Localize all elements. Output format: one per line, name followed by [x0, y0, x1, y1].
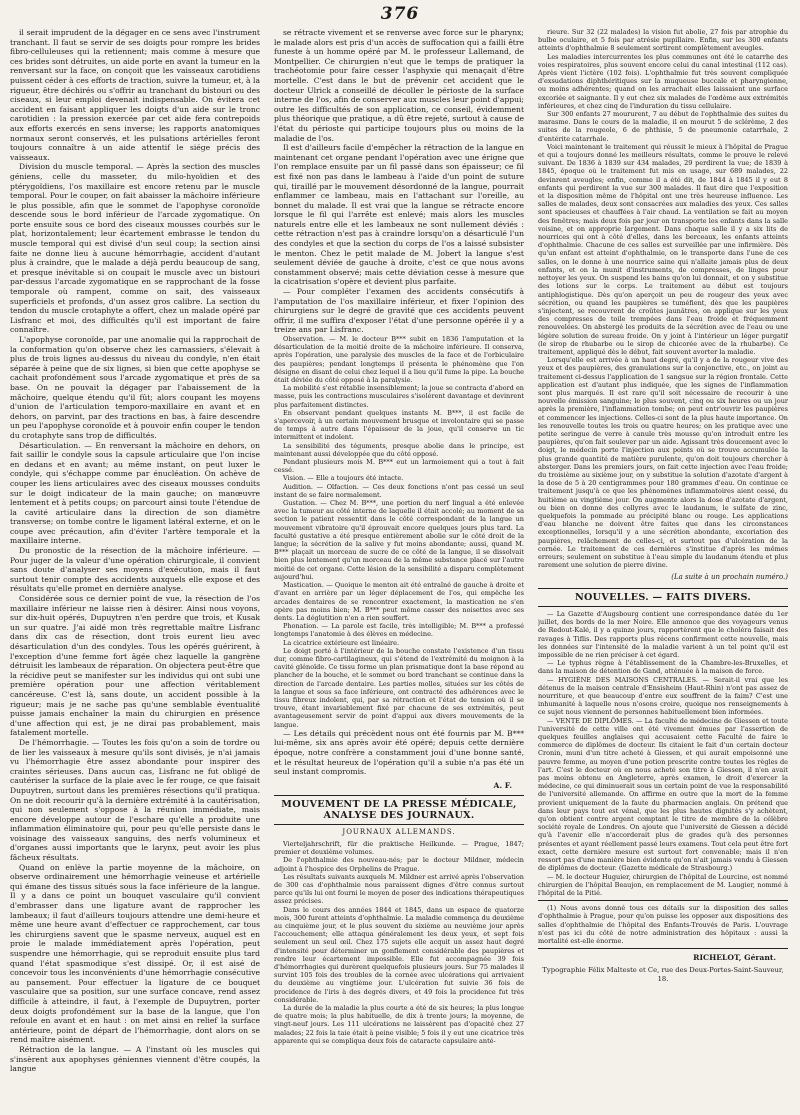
paragraph: Quand on enlève la partie moyenne de la mâchoire, on observe ordinairement une hémorrhagie veineuse et artérielle qui émane des tissus situés sous la face inférieure de la langue. Il y a dans ce point un bouquet vasculaire qu'il convient d'embrasser dans une ligature avant de rapprocher les lambeaux; il faut d'ailleurs toujours attendre une demi-heure et même une heure avant d'effectuer ce rapprochement, car tous les chirurgiens savent que le spasme nerveux, auquel est en proie le malade immédiatement après l'opération, peut suspendre une hémorrhagie, qui se reproduit ensuite plus tard quand l'état spasmodique s'est dissipé. Or, il est aisé de concevoir tous les inconvénients d'une hémorrhagie consécutive au pansement. Pour effectuer la ligature de ce bouquet vasculaire que sa position, sur une surface concave, rend assez difficile à atteindre, il faut, à l'exemple de Dupuytren, porter deux doigts profondément sur la base de la langue, que l'on refoule en avant et en haut : on met ainsi en relief la surface antérieure, point de départ de l'hémorrhagie, dont alors on se rend maître aisément.	[10, 862, 260, 1045]
observation-paragraph: Gustation. — Chez M. B***, une portion du nerf lingual a été enlevée avec la tumeur au côté interne de laquelle il était accolé; au moment de sa section le patient ressentit dans le côté correspondant de la langue un mouvement vibratoire qu'il éprouvait encore quelques jours plus tard. La faculté gustative a été presque entièrement abolie sur le côté droit de la langue; la sécrétion de la salive y fut moins abondante; aussi, quand M. B*** plaçait un morceau de sucre de ce côté de la langue, il se dissolvait bien plus lentement qu'un morceau de la même substance placé sur l'autre moitié de cet organe. Cette lésion de la sensibilité a disparu complètement aujourd'hui.	[274, 499, 524, 581]
observation-paragraph: Mastication. — Quoique le menton ait été entraîné de gauche à droite et d'avant en arrière par un léger déplacement de l'os, qui empêche les arcades dentaires de se rencontrer exactement, la mastication ne s'en opère pas moins bien; M. B*** peut même casser des noisettes avec ses dents. La déglutition n'en a rien souffert.	[274, 581, 524, 622]
footnote-divider	[538, 900, 788, 901]
paragraph: Sur 300 enfants 27 moururent, 7 au début de l'ophthalmie des suites du marasme. Dans le cours de la maladie, il en mourut 5 de sclérème, 2 des suites de la rougeole, 6 de phthisie, 5 de pneumonie catarrhale, 2 d'entérite catarrhale.	[538, 110, 788, 143]
section-divider	[274, 824, 524, 825]
news-item: — VENTE DE DIPLÔMES. — La faculté de médecine de Giessen et toute l'université de cette ville ont été vivement émues par l'assertion de quelques feuilles anglaises qui accusaient cette Faculté de faire le commerce de diplômes de docteur. Ils citaient le fait d'un certain docteur Cronin, muni d'un titre acheté à Giessen, et qui aurait empoisonné une pauvre femme, au moyen d'une potion prescrite contre toutes les règles de l'art. C'est le docteur où en nous acheté son titre à Giessen, il n'en avait pas moins obtenu en Angleterre, après examen, le droit d'exercer la médecine, ce qui diminuerait sous un certain point de vue la responsabilité de l'université allemande. On affirme en outre que la mort de la femme provient uniquement de la faute du pharmacien anglais. On prétend que dans leur pays tout est vénal, que les plus hautes dignités s'y achètent, qu'on obtient contre argent comptant le titre de membre de la célèbre société royale de Londres. On ajoute que l'université de Giessen a décidé qu'à l'avenir elle n'accorderait plus de grades qu'à des personnes présentes et ayant réellement passé leurs examens. Tout cela peut être fort exact, cette dernière mesure est surtout fort convenable; mais il n'en ressort pas d'une manière bien évidente qu'on n'ait jamais vendu à Giessen de diplômes de docteur. (Gazette médicale de Strasbourg.)	[538, 716, 788, 873]
paragraph: Division du muscle temporal. — Après la section des muscles géniens, celle du masseter, du milo-hyoïdien et des ptérygoïdiens, l'os maxillaire est encore retenu par le muscle temporal. Pour le couper, on fait abaisser la mâchoire inférieure le plus possible, afin que le sommet de l'apophyse coronoïde descende sous le bord inférieur de l'arcade zygomatique. On porte ensuite sous ce bord des ciseaux mousses courbés sur le plat, horizontalement; leur écartement embrasse le tendon du muscle temporal qui est divisé d'un seul coup; la section ainsi faite ne donne lieu à aucune hémorrhagie, accident d'autant plus à craindre, que le malade a déjà perdu beaucoup de sang, et presque inévitable si on coupait le muscle avec un bistouri par-dessus l'arcade zygomatique en se rapprochant de la fosse temporale où rampent, comme on sait, des vaisseaux superficiels et profonds, d'un assez gros calibre. La section du tendon du muscle crotaphyte a offert, chez un malade opéré par Lisfranc et moi, des difficultés qu'il est important de faire connaître.	[10, 162, 260, 335]
paragraph: Les résultats suivants auxquels M. Mildner est arrivé après l'observation de 300 cas d'ophthalmie nous paraissent dignes d'être connus surtout parce qu'ils lui ont fourni le moyen de poser des indications thérapeutiques assez précises.	[274, 872, 524, 906]
section-heading: NOUVELLES. — FAITS DIVERS.	[574, 592, 752, 603]
paragraph: — Pour compléter l'examen des accidents consécutifs à l'amputation de l'os maxillaire inférieur, et fixer l'opinion des chirurgiens sur le degré de gravité que ces accidents peuvent offrir, il me suffira d'exposer l'état d'une personne opérée il y a treize ans par Lisfranc.	[274, 287, 524, 335]
paragraph: Considérée sous ce dernier point de vue, la résection de l'os maxillaire inférieur ne laisse rien à désirer. Ainsi nous voyons, sur dix-huit opérés, Dupuytren n'en perdre que trois, et Kusak un sur quatre. J'ai aidé mon très regrettable maître Lisfranc dans dix cas de résection, dont trois eurent lieu avec désarticulation d'un des condyles. Tous les opérés guérirent, à l'exception d'une femme fort âgée chez laquelle la gangrène détruisit les lambeaux de réparation. On objectera peut-être que la récidive peut se manifester sur les individus qui ont subi une première opération pour une affection véritablement cancéreuse. C'est là, sans doute, un accident possible à la rigueur; mais je ne sache pas qu'une semblable éventualité puisse jamais enchaîner la main du chirurgien en présence d'une affection qui est, je ne dirai pas probablement, mais fatalement mortelle.	[10, 594, 260, 738]
paragraph: se rétracte vivement et se renverse avec force sur le pharynx; le malade alors est pris d'un accès de suffocation qui a failli être funeste à un homme opéré par M. le professeur Lallemand, de Montpellier. Ce chirurgien n'eut que le temps de pratiquer la trachéotomie pour faire cesser l'asphyxie qui menaçait d'être mortelle. C'est dans le but de prévenir cet accident que le docteur Ulrick a conseillé de décoller le périoste de la surface interne de l'os, afin de conserver aux muscles leur point d'appui; outre les difficultés de son application, ce conseil, évidemment plus théorique que pratique, a dû être rejeté, surtout à cause de l'état du périoste qui participe toujours plus ou moins de la maladie de l'os.	[274, 28, 524, 143]
column-left	[10, 28, 260, 1110]
paragraph: il serait imprudent de la dégager en ce sens avec l'instrument tranchant. Il faut se servir de ses doigts pour rompre les brides fibro-celluleuses qui la retiennent; mais comme à mesure que ces brides sont détruites, un aide porte en avant la tumeur en la renversant sur la face, on conçoit que les vaisseaux carotidiens puissent céder à ces efforts de traction, suivre la tumeur, et, à la rigueur, être déchirés ou s'offrir au tranchant du bistouri ou des ciseaux, si leur emploi devenait indispensable. On évitera cet accident en faisant appliquer les doigts d'un aide sur le tronc carotidien : la pression exercée par cet aide fera contrepoids aux efforts exercés en sens inverse; les rapports anatomiques normaux seront conservés, et les pulsations artérielles feront toujours connaître à un aide attentif le siége précis des vaisseaux.	[10, 28, 260, 162]
news-item: — Le typhus règne à l'établissement de la Chambre-les-Bruxelles, et dans la maison de détention de Gand, atténuée à la maison de force.	[538, 659, 788, 676]
paragraph: L'apophyse coronoïde, par une anomalie qui la rapprochait de la conformation qu'on observe chez les carnassiers, s'élevait à plus de trois lignes au-dessus du niveau du condyle, n'en était séparée à peine que de six lignes, si bien que cette apophyse se cachait profondément sous l'arcade zygomatique et près de sa base. On ne pouvait la dégager par l'abaissement de la mâchoire, quelque étendu qu'il fût; alors coupant les moyens d'union de l'articulation temporo-maxillaire en avant et en dehors, on parvint, par des tractions en bas, à faire descendre un peu l'apophyse coronoïde et à pouvoir enfin couper le tendon du crotaphyte sans trop de difficultés.	[10, 335, 260, 440]
paragraph: Lorsqu'elle est arrivée à un haut degré, qu'il y a de la rougeur vive des yeux et des paupières, des granulations sur la conjonctive, etc., on joint au traitement ci-dessus l'application de 1 sangsue sur la région frontale. Cette application est d'autant plus indiquée, que les signes de l'inflammation sont plus marqués. Il est rare qu'il soit nécessaire de recourir à une nouvelle émission sanguine; le plus souvent, cinq ou six heures ou un jour après la première, l'inflammation tombe; on peut entr'ouvrir les paupières et commencer les injections. Celles-ci sont de la plus haute importance. On les renouvelle toutes les trois ou quatre heures; on les pratique avec une petite seringue de verre à canule très mousse qu'on introduit entre les paupières, qu'on fait soulever par un aide. Agissant très doucement avec le doigt, le médecin porte l'injection aux points où se trouve accumulée la plus grande quantité de matière purulente, qu'on doit toujours chercher à absterger. Dans les premiers jours, on fait cette injection avec l'eau froide; du troisième au sixième jour, on y substitue la solution d'azotate d'argent à la dose de 5 à 20 centigrammes pour 180 grammes d'eau. On continue ce traitement jusqu'à ce que les phénomènes inflammatoires aient cessé, du huitième au vingtième jour. On augmente alors la dose d'azotate d'argent, ou bien on donne des collyres avec le laudanum, le sulfate de zinc, quelquefois la pommade au précipité blanc ou rouge. Les applications d'eau blanche ne doivent être faites que dans les circonstances exceptionnelles, lorsqu'il y a une sécrétion abondante, excoriation des paupières, relâchement de celles-ci, et surtout pas d'ulcération de la cornée. Le traitement de ces dernières s'institue d'après les mêmes erreurs; seulement on substitue à l'eau simple du laudanum étendu et plus rarement une solution de pierre divine.	[538, 356, 788, 570]
manager-signature: RICHELOT, Gérant.	[693, 953, 776, 963]
paragraph: La durée de la maladie la plus courte a été de six heures; la plus longue de quatre mois; la plus habituelle, de dix à trente jours; la moyenne, de vingt-neuf jours. Les 111 ulcérations ne laissèrent pas d'opacité chez 27 malades; 22 fois la taie était à peine visible; 5 fois il y eut une cicatrice très apparente qui se compliqua deux fois de cataracte capsulaire anté-	[274, 1003, 524, 1045]
paragraph: Voici maintenant le traitement qui réussit le mieux à l'hôpital de Prague et qui a toujours donné les meilleurs résultats, comme le prouve le relevé suivant. De 1836 à 1839 sur 434 malades, 29 perdirent la vue; de 1839 à 1845, époque où le traitement fut mis en usage, sur 689 malades, 22 devinrent aveugles; enfin, comme il a été dit, de 1844 à 1845 il y eut 8 enfants qui perdirent la vue sur 300 malades. Il faut dire que l'exposition et la disposition même de l'hôpital ont une très heureuse influence. Les salles de malades, deux sont consacrées aux maladies des yeux. Ces salles sont spacieuses et chauffées à l'air chaud. La ventilation se fait au moyen des fenêtres; mais deux fois par jour on transporte les enfants dans la salle voisine, et on approprie largement. Dans chaque salle il y a six lits de nourrices qui ont à côté d'elles, dans les berceaux, les enfants atteints d'ophthalmie. Chacune de ces salles est surveillée par une infirmière. Dès qu'un enfant est atteint d'ophthalmie, on le transporte dans l'une de ces salles, on le donne à une nourrice saine qui n'allaite jamais plus de deux enfants, et on la munit d'instruments, de compresses, de linges pour nettoyer les yeux. On suspend les bains qu'on lui donnait, et on y substitue des lotions sur le corps. Le traitement au début est toujours antiphlogistique. Dès qu'on aperçoit un peu de rougeur des yeux avec sécrétion, ou quand les paupières se tuméfient, dès que les paupières s'injectent, se recouvrent de croûtes jaunâtres, on applique sur les yeux des compresses de toile trempées dans l'eau froide et fréquemment renouvelées. On abstergé les produits de la sécrétion avec de l'eau ou une légère solution de sureau froide. On y joint à l'intérieur un léger purgatif (le sirop de rhubarbe ou le sirop de chicorée avec de la rhubarbe). Ce traitement, appliqué dès le début, fait souvent avorter la maladie.	[538, 142, 788, 356]
paragraph: Il est d'ailleurs facile d'empêcher la rétraction de la langue en maintenant cet organe pendant l'opération avec une érigne que l'on remplace ensuite par un fil passé dans son épaisseur; ce fil est fixé non pas dans le lambeau à l'aide d'un point de suture qui, tiraillé par le mouvement désordonné de la langue, pourrait enflammer ce lambeau, mais en l'attachant sur l'oreille, au bonnet du malade. Il est vrai que la langue se rétracte encore lorsque le fil qui l'arrête est enlevé; mais alors les muscles naturels entre elle et les lambeaux ne sont nullement déviés : cette rétraction n'est pas à craindre lorsqu'on a désarticulé l'un des condyles et que la section du corps de l'os a laissé subsister le menton. Chez le petit malade de M. Jobert la langue s'est seulement déviée de gauche à droite, c'est ce que nous avons constamment observé; mais cette déviation cesse à mesure que la cicatrisation s'opère et devient plus parfaite.	[274, 143, 524, 287]
section-divider	[538, 606, 788, 607]
news-item: — HYGIÈNE DES MAISONS CENTRALES. — Serait-il vrai que les détenus de la maison centrale d'Ensisheim (Haut-Rhin) n'ont pas assez de nourriture, et que beaucoup d'entre eux souffrent de la faim? C'est une inhumanité à laquelle nous n'osons croire, quoique nos renseignements à ce sujet nous viennent de personnes habituellement bien informées.	[538, 675, 788, 717]
observation-paragraph: Audition. — Olfaction. — Ces deux fonctions n'ont pas cessé un seul instant de se faire normalement.	[274, 482, 524, 499]
journal-citation: Vierteljahrschrift, für die praktische Heilkunde. — Prague, 1847; premier et deuxième volumes.	[274, 839, 524, 857]
observation-paragraph: La cicatrice extérieure est linéaire.	[283, 638, 400, 647]
author-signature: A. F.	[493, 780, 512, 790]
paragraph: Les maladies intercurrentes les plus communes ont été le catarrhe des voies respiratoires, plus souvent encore celui du canal intestinal (112 cas). Après vient l'ictère (102 fois). L'ophthalmie fut très souvent compliquée d'exsudations diphthéritiques sur la muqueuse buccale et pharyngienne, ou moins adhérentes; quand on les arrachait elles laissaient une surface excoriée et saignante. Il y eut chez six malades de l'œdème aux extrémités inférieures, et chez cinq de l'induration du tissu cellulaire.	[538, 52, 788, 110]
footnote: (1) Nous avons donné tous ces détails sur la disposition des salles d'ophthalmie à Prague, pour qu'on puisse les opposer aux dispositions des salles d'ophthalmie de l'hôpital des Enfants-Trouvés de Paris. L'ouvrage n'est pas ici du côté de notre administration des hôpitaux : aussi la mortalité est-elle énorme.	[538, 904, 788, 945]
column-middle	[274, 28, 524, 1110]
paragraph: De l'hémorrhagie. — Toutes les fois qu'on a soin de tordre ou de lier les vaisseaux à mesure qu'ils sont divisés, je n'ai jamais vu l'hémorrhagie être assez abondante pour inspirer des craintes sérieuses. Dans aucun cas, Lisfranc ne fut obligé de cautériser la surface de la plaie avec le fer rouge, ce que faisait Dupuytren, surtout dans les premières résections qu'il pratiqua. On ne doit recourir qu'à la dernière extrémité à la cautérisation, qui non seulement s'oppose à la réunion immédiate, mais encore développe autour de l'eschare qu'elle a produite une inflammation éliminatoire qui, pour peu qu'elle persiste dans le voisinage des vaisseaux sanguins, des nerfs volumineux et d'organes aussi importants que le larynx, peut avoir les plus fâcheux résultats.	[10, 737, 260, 863]
paragraph: — Les détails qui précèdent nous ont été fournis par M. B*** lui-même, six ans après avoir été opéré; depuis cette dernière époque, notre confrère a constamment joui d'une bonne santé, et le résultat heureux de l'opération qu'il a subie n'a pas été un seul instant compromis.	[274, 728, 524, 777]
footer-divider	[538, 948, 788, 949]
observation-paragraph: Observation. — M. le docteur B*** subit en 1836 l'amputation et la désarticulation de la moitié droite de la mâchoire inférieure. Il conserva, après l'opération, une paralysie des muscles de la face et de l'orbiculaire des paupières; pendant longtemps il présenta le phénomène que l'on désigne en disant de celui chez lequel il a lieu qu'il fume la pipe. La bouche était déviée du côté opposé à la paralysie.	[274, 335, 524, 385]
section-divider	[538, 588, 788, 589]
observation-paragraph: Vision. — Elle a toujours été intacte.	[283, 474, 404, 483]
observation-paragraph: Pendant plusieurs mois M. B*** eut un larmoiement qui a tout à fait cessé.	[274, 458, 524, 475]
page-number: 376	[380, 4, 420, 24]
printer-line: Typographie Félix Malteste et Ce, rue des Deux-Portes-Saint-Sauveur, 18.	[542, 965, 784, 984]
article-title: De l'ophthalmie des nouveau-nés; par le docteur Mildner, médecin adjoint à l'hospice des Orphelins de Prague.	[274, 856, 524, 873]
subsection-heading: JOURNAUX ALLEMANDS.	[342, 828, 456, 837]
observation-paragraph: En observant pendant quelques instants M. B***, il est facile de s'apercevoir, à un certain mouvement brusque et involontaire qui se passe de temps à autre dans l'épaisseur de la joue, qu'il conserve un tic intermittent et indolent.	[274, 408, 524, 442]
observation-paragraph: Phonation. — La parole est facile, très intelligible; M. B*** a professé longtemps l'anatomie à des élèves en médecine.	[274, 622, 524, 639]
observation-paragraph: Le doigt porté à l'intérieur de la bouche constate l'existence d'un tissu dur, comme fibro-cartilagineux, qui s'étend de l'extrémité du moignon à la cavité glénoïde. Ce tissu forme un plan prismatique dont la base répond au plancher de la bouche, et le sommet ou bord tranchant se continue dans la direction de l'arcade dentaire. Les parties molles, situées sur les côtés de la langue et sous sa face inférieure, ont contracté des adhérences avec le tissu fibreux indolent, qui, par sa rétraction et l'état de tension où il se trouve, étant invariablement fixé par chacune de ses extrémités, peut avantageusement servir de point d'appui aux divers mouvements de la langue.	[274, 646, 524, 729]
paragraph: Désarticulation. — En renversant la mâchoire en dehors, on fait saillir le condyle sous la capsule articulaire que l'on incise en dedans et en avant; au même instant, on peut luxer le condyle, qui s'échappe comme par énucléation. On achève de couper les liens articulaires avec des ciseaux mousses conduits sur le doigt indicateur de la main gauche; on manœuvre lentement et à petits coups; on parcourt ainsi toute l'étendue de la cavité articulaire dans la direction de son diamètre transverse; on tombe contre le ligament latéral externe, et on le coupe avec précaution, afin d'éviter l'artère temporale et la maxillaire interne.	[10, 440, 260, 546]
paragraph: Dans le cours des années 1844 et 1845, dans un espace de quatorze mois, 300 furent atteints d'ophthalmie. La maladie commença du deuxième au cinquième jour, et le plus souvent du sixième au neuvième jour après l'accouchement; elle attaqua généralement les deux yeux, et sept fois seulement un seul œil. Chez 175 sujets elle acquit un assez haut degré d'intensité pour déterminer un gonflement considérable des paupières et rendre leur écartement impossible. Elle fut accompagnée 39 fois d'hémorrhagies qui durèrent quelquefois plusieurs jours. Sur 75 malades il survint 105 fois des troubles de la cornée avec ulcérations qui arrivaient du deuxième au vingtième jour. L'ulcération fut suivie 36 fois de procidence de l'iris à des degrés divers, et 49 fois la procidence fut très considérable.	[274, 905, 524, 1004]
paragraph: Du pronostic de la résection de la mâchoire inférieure. — Pour juger de la valeur d'une opération chirurgicale, il convient sans doute d'analyser ses moyens d'exécution, mais il faut surtout tenir compte des accidents auxquels elle expose et des résultats qu'elle promet en dernière analyse.	[10, 546, 260, 594]
news-item: — M. le docteur Huguier, chirurgien de l'hôpital de Lourcine, est nommé chirurgien de l'hôpital Beaujon, en remplacement de M. Laugier, nommé à l'hôpital de la Pitié.	[538, 872, 788, 897]
news-item: — La Gazette d'Augsbourg contient une correspondance datée du 1er juillet, des bords de la mer Noire. Elle annonce que des voyageurs venus de Redout-Kalé, il y a quinze jours, rapportèrent que le choléra faisait des ravages à Tiflis. Des rapports plus récens confirment cette nouvelle, mais les données sur l'intensité de la maladie varient à un tel point qu'il est impossible de ne rien préciser à cet égard.	[538, 610, 788, 660]
column-right	[538, 28, 788, 1110]
section-heading: MOUVEMENT DE LA PRESSE MÉDICALE, ANALYSE DES JOURNAUX.	[281, 799, 517, 822]
section-divider	[274, 795, 524, 796]
observation-paragraph: La sensibilité des téguments, presque abolie dans le principe, est maintenant aussi développée que du côté opposé.	[274, 441, 524, 458]
observation-paragraph: La mobilité s'est rétablie insensiblement; la joue se contracta d'abord en masse, puis les contractions musculaires s'isolèrent davantage et devinrent plus parfaitement distinctes.	[274, 384, 524, 409]
paragraph: Rétraction de la langue. — A l'instant où les muscles qui s'insèrent aux apophyses géniennes viennent d'être coupés, la langue	[10, 1044, 260, 1074]
continuation-note: (La suite à un prochain numéro.)	[671, 573, 788, 582]
paragraph: rieure. Sur 32 (22 malades) la vision fut abolie, 27 fois par atrophie du bulbe oculaire, et 5 fois par atrésie pupillaire. Enfin, sur les 300 enfants atteints d'ophthalmie 8 seulement sortirent complètement aveugles.	[538, 28, 788, 53]
